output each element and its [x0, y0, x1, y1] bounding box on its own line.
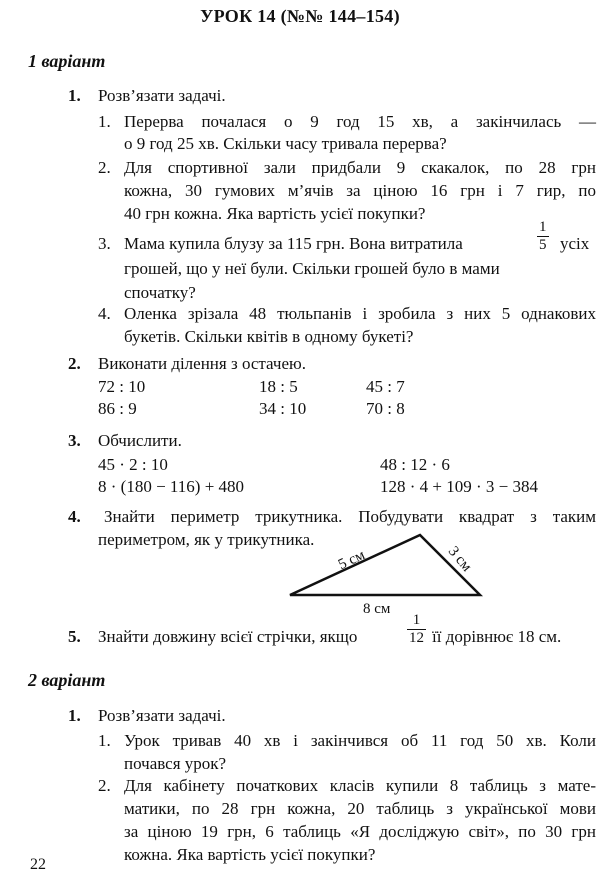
v2-problem2-line3: за ціною 19 грн, 6 таблиць «Я досліджую світ», по 30 грн	[124, 822, 596, 841]
v1-problem1-line1: Перерва почалася о 9 год 15 хв, а закінчилась —	[124, 112, 596, 131]
side-label-8cm: 8 см	[363, 601, 391, 617]
page-number: 22	[30, 856, 46, 873]
v1-task5-fraction	[404, 613, 429, 646]
v1-problem3-line1-start: Мама купила блузу за 115 грн. Вона витратила	[124, 234, 463, 253]
v1-task3-number: 3.	[68, 431, 81, 450]
v2-task1-label: Розв’язати задачі.	[98, 706, 226, 725]
v2-problem2-line1: Для кабінету початкових класів купили 8 таблиць з мате-	[124, 776, 596, 795]
v1-task4-line2: периметром, як у трикутника.	[98, 530, 315, 549]
side-label-3cm: 3 см	[444, 543, 475, 575]
division-item: 72 : 10	[98, 377, 146, 396]
v1-task4-line1: Знайти периметр трикутника. Побудувати квадрат з таким	[104, 507, 596, 526]
v1-task5-text-start: Знайти довжину всієї стрічки, якщо	[98, 627, 358, 646]
division-item: 70 : 8	[366, 399, 405, 418]
v1-problem4-line1: Оленка зрізала 48 тюльпанів і зробила з них 5 однакових	[124, 304, 596, 323]
v1-problem3-line1-end: усіх	[560, 234, 590, 253]
v1-task5-number: 5.	[68, 627, 81, 646]
v1-task3-label: Обчислити.	[98, 431, 182, 450]
fraction-numerator: 1	[539, 219, 547, 235]
fraction-denominator: 5	[539, 237, 547, 253]
v1-problem2-line2: кожна, 30 гумових м’ячів за ціною 16 грн і 7 гир, по	[124, 181, 596, 200]
v1-problem2-line1: Для спортивної зали придбали 9 скакалок, по 28 грн	[124, 158, 596, 177]
side-label-5cm: 5 см	[335, 547, 368, 574]
division-item: 45 : 7	[366, 377, 405, 396]
v1-task2-number: 2.	[68, 354, 81, 373]
v1-task1-label: Розв’язати задачі.	[98, 86, 226, 105]
v2-problem2-line4: кожна. Яка вартість усієї покупки?	[124, 845, 376, 864]
v2-task1-number: 1.	[68, 706, 81, 725]
variant-1-heading: 1 варіант	[28, 51, 106, 71]
expression: 45 · 2 : 10	[98, 455, 168, 474]
v1-problem2-line3: 40 грн кожна. Яка вартість усієї покупки?	[124, 204, 426, 223]
v1-task4-number: 4.	[68, 507, 81, 526]
v1-task2-label: Виконати ділення з остачею.	[98, 354, 306, 373]
fraction-numerator: 1	[407, 613, 426, 630]
v2-problem2-number: 2.	[98, 776, 111, 795]
v1-task5-text-end: її дорівнює 18 см.	[432, 627, 562, 646]
expression: 48 : 12 · 6	[380, 455, 450, 474]
triangle-figure	[280, 530, 500, 620]
variant-2-heading: 2 варіант	[28, 670, 106, 690]
v1-problem1-line2: о 9 год 25 хв. Скільки часу тривала перерва?	[124, 134, 447, 153]
triangle-shape	[290, 535, 480, 595]
v1-problem3-line2: грошей, що у неї були. Скільки грошей було в мами	[124, 259, 500, 278]
v1-problem3-line3: спочатку?	[124, 283, 196, 302]
v2-problem1-line1: Урок тривав 40 хв і закінчився об 11 год 50 хв. Коли	[124, 731, 596, 750]
v1-problem1-number: 1.	[98, 112, 111, 131]
division-item: 18 : 5	[259, 377, 298, 396]
v1-problem4-line2: букетів. Скільки квітів в одному букеті?	[124, 327, 414, 346]
page-title: УРОК 14 (№№ 144–154)	[200, 6, 400, 26]
expression: 8 · (180 − 116) + 480	[98, 477, 245, 496]
v1-problem3-number: 3.	[98, 234, 111, 253]
v2-problem2-line2: матики, по 28 грн кожна, 20 таблиць з української мови	[124, 799, 596, 818]
fraction-denominator: 12	[409, 630, 424, 646]
v1-problem3-fraction	[534, 220, 552, 253]
v2-problem1-number: 1.	[98, 731, 111, 750]
v1-task1-number: 1.	[68, 86, 81, 105]
expression: 128 · 4 + 109 · 3 − 384	[380, 477, 538, 496]
division-item: 86 : 9	[98, 399, 137, 418]
v1-problem2-number: 2.	[98, 158, 111, 177]
division-item: 34 : 10	[259, 399, 307, 418]
v1-problem4-number: 4.	[98, 304, 111, 323]
v2-problem1-line2: почався урок?	[124, 754, 227, 773]
